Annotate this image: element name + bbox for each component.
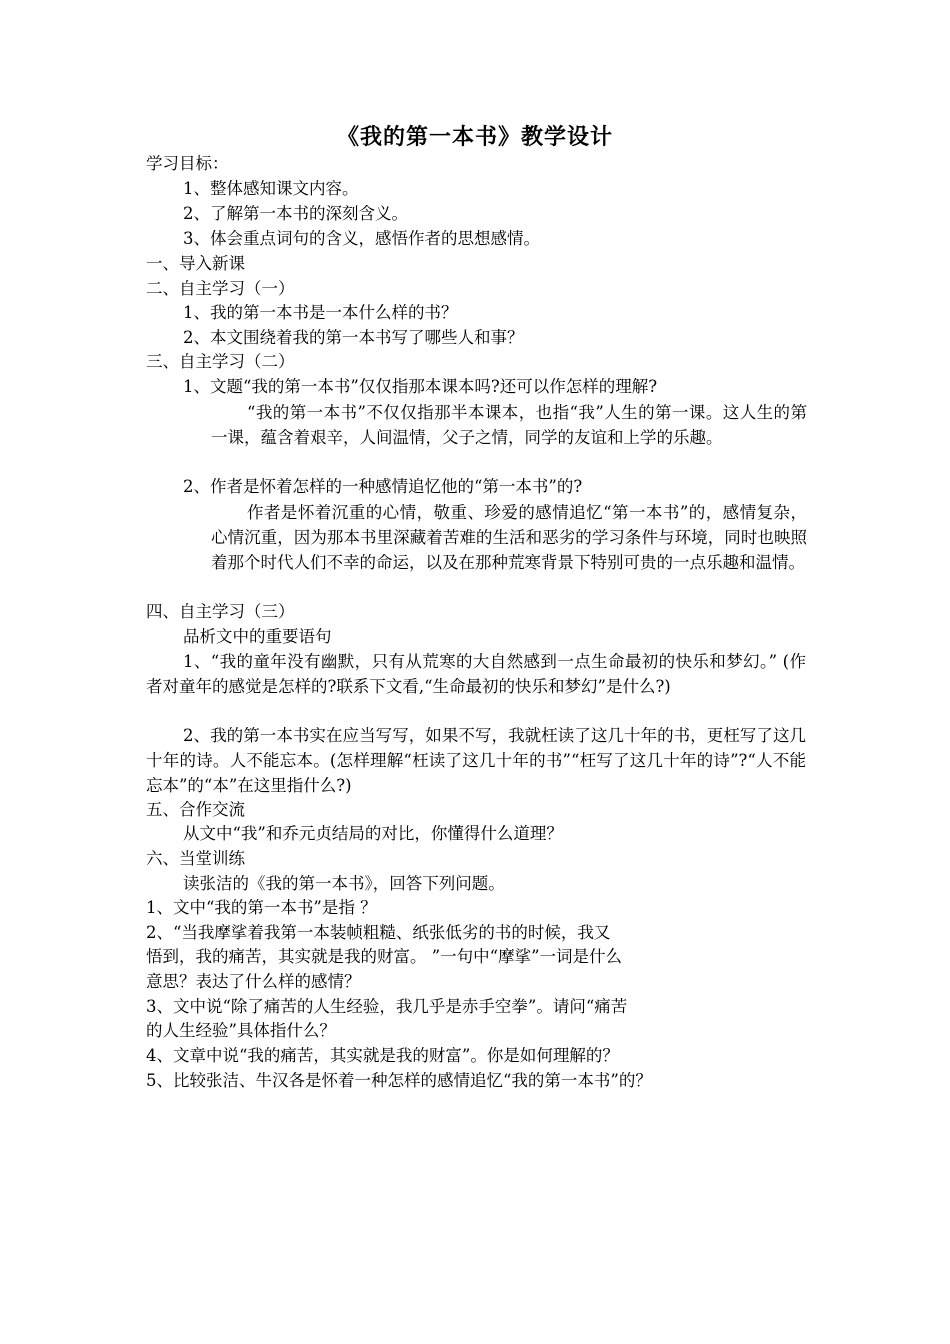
- answer-paragraph: “我的第一本书”不仅仅指那半本课本，也指“我”人生的第一课。这人生的第一课，蕴含着艰辛，人间温情，父子之情，同学的友谊和上学的乐趣。: [211, 403, 807, 447]
- goal-item: 1、整体感知课文内容。: [183, 179, 359, 198]
- exercise-item-continued: 意思？表达了什么样的感情？: [146, 972, 361, 991]
- question-item: 1、文题“我的第一本书”仅仅指那本课本吗?还可以作怎样的理解?: [183, 377, 658, 396]
- goals-heading: 学习目标：: [146, 154, 229, 173]
- section-heading: 一、导入新课: [146, 254, 245, 273]
- answer-paragraph: 作者是怀着沉重的心情，敬重、珍爱的感情追忆“第一本书”的，感情复杂，心情沉重，因为那本书里深藏着苦难的生活和恶劣的学习条件与环境，同时也映照着那个时代人们不幸的命运，以及在那种荒寒背景下特别可贵的一点乐趣和温情。: [211, 503, 807, 572]
- goal-item: 3、体会重点词句的含义，感悟作者的思想感情。: [183, 229, 540, 248]
- exercise-item: 2、“当我摩挲着我第一本装帧粗糙、纸张低劣的书的时候，我又: [146, 923, 611, 942]
- exercise-item: 4、文章中说“我的痛苦，其实就是我的财富”。你是如何理解的？: [146, 1046, 619, 1065]
- section-heading: 五、合作交流: [146, 800, 245, 819]
- quote-paragraph: 2、我的第一本书实在应当写写，如果不写，我就枉读了这几十年的书，更枉写了这几十年的诗。人不能忘本。(怎样理解“枉读了这几十年的书”“枉写了这几十年的诗”?“人不能忘本”的“本”在这里指什么?): [146, 726, 806, 795]
- document-title: 《我的第一本书》教学设计: [336, 125, 613, 150]
- exercise-item: 3、文中说“除了痛苦的人生经验，我几乎是赤手空拳”。请问“痛苦: [146, 997, 628, 1016]
- section-heading: 三、自主学习（二）: [146, 352, 295, 371]
- section-heading: 六、当堂训练: [146, 849, 245, 868]
- exercise-item: 5、比较张洁、牛汉各是怀着一种怎样的感情追忆“我的第一本书”的？: [146, 1071, 652, 1090]
- section-intro: 读张洁的《我的第一本书》，回答下列问题。: [183, 874, 505, 893]
- exercise-item: 1、文中“我的第一本书”是指 ？: [146, 898, 377, 917]
- question-item: 2、本文围绕着我的第一本书写了哪些人和事？: [183, 328, 524, 347]
- goal-item: 2、了解第一本书的深刻含义。: [183, 204, 408, 223]
- exercise-item-continued: 悟到，我的痛苦，其实就是我的财富。 ”一句中“摩挲”一词是什么: [146, 947, 623, 966]
- exercise-item-continued: 的人生经验”具体指什么？: [146, 1021, 336, 1040]
- quote-paragraph: 1、“我的童年没有幽默，只有从荒寒的大自然感到一点生命最初的快乐和梦幻。” (作者对童年的感觉是怎样的?联系下文看,“生命最初的快乐和梦幻”是什么?): [146, 652, 806, 696]
- section-text: 从文中“我”和乔元贞结局的对比，你懂得什么道理？: [183, 824, 563, 843]
- question-item: 2、作者是怀着怎样的一种感情追忆他的“第一本书”的?: [183, 477, 583, 496]
- section-heading: 二、自主学习（一）: [146, 279, 295, 298]
- section-heading: 四、自主学习（三）: [146, 602, 295, 621]
- section-intro: 品析文中的重要语句: [183, 627, 332, 646]
- question-item: 1、我的第一本书是一本什么样的书？: [183, 303, 458, 322]
